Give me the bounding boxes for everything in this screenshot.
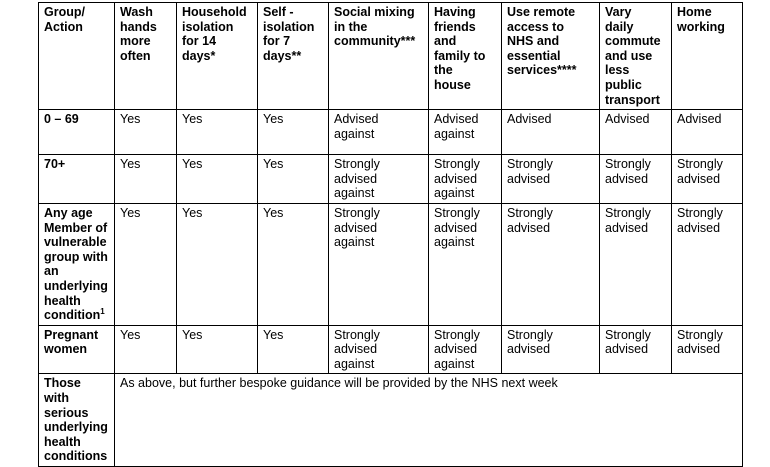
table-cell: Advised against (429, 110, 502, 155)
table-cell: Strongly advised (672, 203, 743, 325)
table-cell: Strongly advised (502, 203, 600, 325)
header-row (39, 3, 743, 110)
guidance-table (38, 2, 743, 467)
table-cell: Strongly advised (672, 325, 743, 374)
table-cell: Yes (115, 110, 177, 155)
table-cell: Yes (115, 155, 177, 204)
table-cell: Yes (177, 325, 258, 374)
table-row (39, 325, 743, 374)
table-cell: Yes (258, 203, 329, 325)
header-friends-family: Having friends and family to the house (429, 3, 502, 110)
row-group-label: 70+ (39, 155, 115, 204)
table-cell: Advised against (329, 110, 429, 155)
table-cell: Strongly advised (502, 155, 600, 204)
table-row (39, 203, 743, 325)
table-cell: Yes (177, 155, 258, 204)
table-cell: Strongly advised (600, 325, 672, 374)
header-group-action: Group/ Action (39, 3, 115, 110)
header-remote-access: Use remote access to NHS and essential services**** (502, 3, 600, 110)
footnote-marker: 1 (100, 306, 105, 316)
table-cell: Strongly advised against (329, 155, 429, 204)
table-row (39, 155, 743, 204)
table-cell: Strongly advised against (329, 325, 429, 374)
table-cell: Strongly advised (600, 155, 672, 204)
header-wash-hands: Wash hands more often (115, 3, 177, 110)
table-cell: Strongly advised (672, 155, 743, 204)
table-cell: Strongly advised (502, 325, 600, 374)
table-row (39, 110, 743, 155)
table-cell: Yes (177, 203, 258, 325)
header-self-isolation: Self - isolation for 7 days** (258, 3, 329, 110)
group-label-text: Any age Member of vulnerable group with an underlying health condition (44, 205, 108, 323)
table-cell: Yes (115, 203, 177, 325)
table-cell: Strongly advised against (429, 155, 502, 204)
header-vary-commute: Vary daily commute and use less public transport (600, 3, 672, 110)
row-group-label: Pregnant women (39, 325, 115, 374)
header-social-mixing: Social mixing in the community*** (329, 3, 429, 110)
header-household-isolation: Household isolation for 14 days* (177, 3, 258, 110)
table-cell: Strongly advised against (429, 203, 502, 325)
bespoke-guidance-note: As above, but further bespoke guidance will be provided by the NHS next week (115, 374, 743, 467)
row-group-label: 0 – 69 (39, 110, 115, 155)
row-group-label: Those with serious underlying health conditions (39, 374, 115, 467)
table-row (39, 374, 743, 467)
row-group-label (39, 203, 115, 325)
table-cell: Advised (600, 110, 672, 155)
table-cell: Yes (258, 155, 329, 204)
table-cell: Yes (258, 110, 329, 155)
table-cell: Strongly advised against (429, 325, 502, 374)
table-cell: Strongly advised against (329, 203, 429, 325)
table-cell: Yes (258, 325, 329, 374)
table-cell: Advised (672, 110, 743, 155)
table-cell: Strongly advised (600, 203, 672, 325)
header-home-working: Home working (672, 3, 743, 110)
table-cell: Yes (177, 110, 258, 155)
table-cell: Yes (115, 325, 177, 374)
table-cell: Advised (502, 110, 600, 155)
